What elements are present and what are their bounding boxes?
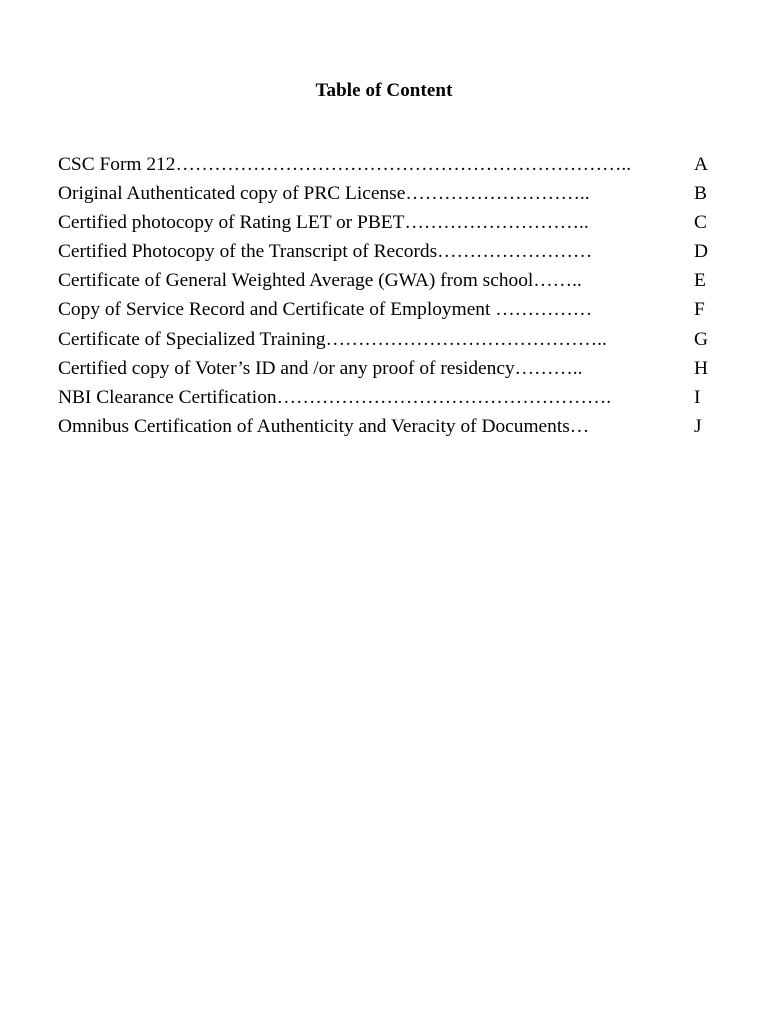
toc-entry-text: Certified copy of Voter’s ID and /or any proof of residency……….. xyxy=(58,357,583,379)
toc-entry-voters-id xyxy=(58,356,718,385)
toc-entry-text: CSC Form 212…………………………………………………………….. xyxy=(58,154,632,175)
toc-entry-letter: D xyxy=(694,241,709,263)
toc-entry-csc-form xyxy=(58,152,718,181)
toc-entry-letter: C xyxy=(694,212,707,234)
toc-entry-transcript xyxy=(58,239,718,268)
toc-entry-text: NBI Clearance Certification……………………………………………. xyxy=(58,386,612,408)
toc-entry-training xyxy=(58,327,718,356)
toc-entry-letter: B xyxy=(694,183,707,205)
toc-entry-letter: G xyxy=(694,328,709,350)
toc-entry-gwa xyxy=(58,268,718,297)
toc-entry-letter: J xyxy=(694,415,702,437)
toc-entry-letter: F xyxy=(694,299,705,321)
table-of-contents xyxy=(58,152,718,443)
toc-entry-letter: H xyxy=(694,357,709,379)
toc-entry-prc-license xyxy=(58,181,718,210)
toc-entry-text: Certificate of General Weighted Average (GWA) from school…….. xyxy=(58,270,582,292)
toc-entry-omnibus xyxy=(58,414,718,443)
toc-entry-text: Omnibus Certification of Authenticity and Veracity of Documents… xyxy=(58,415,590,437)
toc-entry-text: Certified Photocopy of the Transcript of Records…………………… xyxy=(58,241,593,263)
toc-entry-rating xyxy=(58,210,718,239)
toc-entry-text: Copy of Service Record and Certificate of Employment …………… xyxy=(58,299,593,321)
toc-entry-nbi-clearance xyxy=(58,385,718,414)
toc-entry-letter: I xyxy=(694,386,701,408)
toc-entry-text: Certified photocopy of Rating LET or PBET……………………….. xyxy=(58,212,589,234)
toc-entry-text: Certificate of Specialized Training…………………………………….. xyxy=(58,328,607,350)
toc-entry-service-record xyxy=(58,297,718,326)
page-title: Table of Content xyxy=(315,80,453,101)
toc-entry-letter: E xyxy=(694,270,706,292)
toc-entry-letter: A xyxy=(694,154,709,175)
toc-entry-text: Original Authenticated copy of PRC License……………………….. xyxy=(58,183,590,205)
